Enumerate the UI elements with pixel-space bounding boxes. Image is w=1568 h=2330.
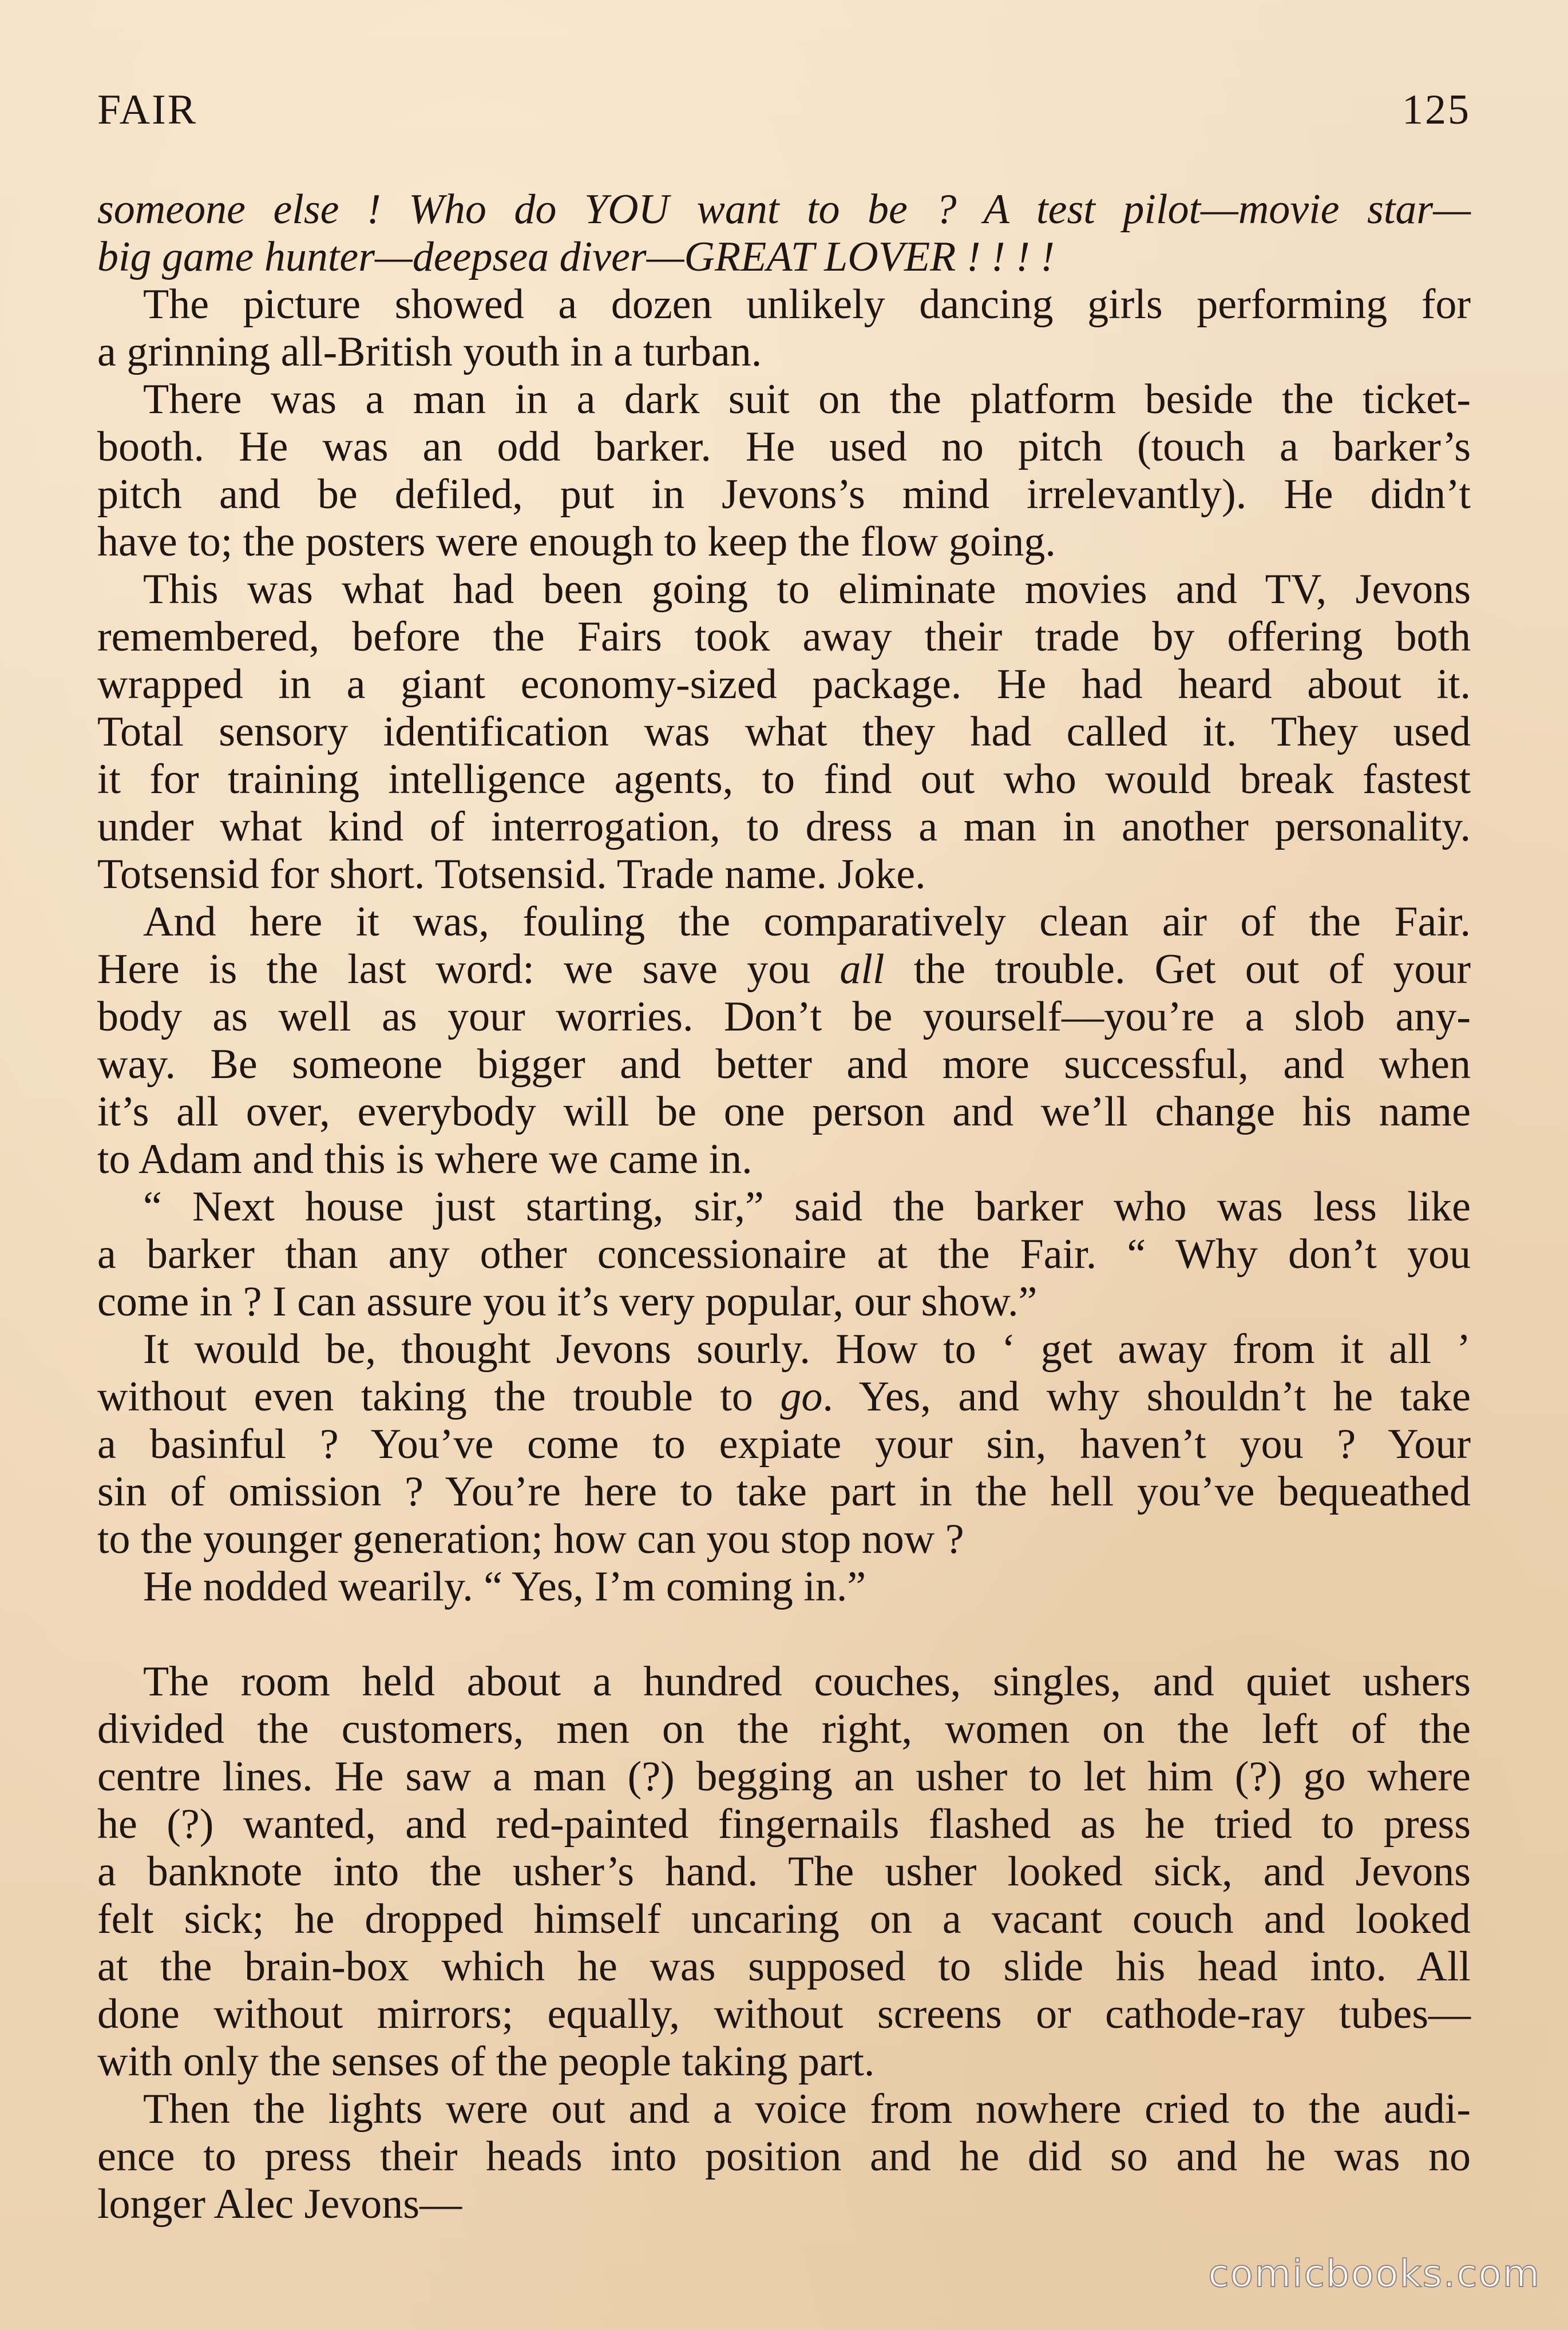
text-line: body as well as your worries. Don’t be yourself—you’re a slob any- (97, 993, 1471, 1040)
text-run-italic: go (780, 1373, 823, 1420)
text-line (97, 1373, 1471, 1421)
text-line: at the brain-box which he was supposed to slide his head into. All (97, 1943, 1471, 1990)
text-run: . Yes, and why shouldn’t he take (822, 1373, 1471, 1420)
text-line: a grinning all-British youth in a turban. (97, 328, 762, 375)
text-line: to Adam and this is where we came in. (97, 1136, 753, 1183)
text-line: ence to press their heads into position and he did so and he was no (97, 2133, 1471, 2180)
text-run: Here is the last word: we save you (97, 946, 840, 993)
text-run: the trouble. Get out of your (884, 946, 1471, 993)
text-line: done without mirrors; equally, without screens or cathode-ray tubes— (97, 1991, 1471, 2038)
text-line: The picture showed a dozen unlikely dancing girls performing for (143, 281, 1471, 328)
text-line: Total sensory identification was what they had called it. They used (97, 708, 1471, 755)
text-line: it’s all over, everybody will be one person and we’ll change his name (97, 1088, 1471, 1135)
running-head: FAIR (97, 86, 198, 133)
text-line: someone else ! Who do YOU want to be ? A test pilot—movie star— (97, 186, 1471, 233)
text-line: centre lines. He saw a man (?) begging an usher to let him (?) go where (97, 1753, 1471, 1800)
text-line: he (?) wanted, and red-painted fingernails flashed as he tried to press (97, 1801, 1471, 1848)
text-line: come in ? I can assure you it’s very popular, our show.” (97, 1278, 1038, 1325)
text-line: Then the lights were out and a voice from nowhere cried to the audi- (143, 2086, 1471, 2133)
text-line: It would be, thought Jevons sourly. How to ‘ get away from it all ’ (143, 1326, 1471, 1373)
text-line (97, 946, 1471, 993)
text-line: pitch and be defiled, put in Jevons’s mind irrelevantly). He didn’t (97, 471, 1471, 518)
text-line: booth. He was an odd barker. He used no pitch (touch a barker’s (97, 423, 1471, 470)
text-line: have to; the posters were enough to keep the flow going. (97, 518, 1056, 565)
text-line: a barker than any other concessionaire at the Fair. “ Why don’t you (97, 1231, 1471, 1278)
text-line: a banknote into the usher’s hand. The usher looked sick, and Jevons (97, 1848, 1471, 1895)
text-line: big game hunter—deepsea diver—GREAT LOVER ! ! ! ! (97, 233, 1055, 280)
text-line: way. Be someone bigger and better and more successful, and when (97, 1041, 1471, 1088)
text-line: sin of omission ? You’re here to take part in the hell you’ve bequeathed (97, 1468, 1471, 1515)
text-line: He nodded wearily. “ Yes, I’m coming in.” (143, 1563, 866, 1610)
page-header (97, 86, 1471, 149)
text-run: without even taking the trouble to (97, 1373, 781, 1420)
text-line: a basinful ? You’ve come to expiate your sin, haven’t you ? Your (97, 1421, 1471, 1468)
text-line: “ Next house just starting, sir,” said the barker who was less like (143, 1183, 1471, 1230)
watermark: comicbooks.com (1208, 2252, 1541, 2296)
text-line: remembered, before the Fairs took away their trade by offering both (97, 613, 1471, 660)
text-line: to the younger generation; how can you stop now ? (97, 1516, 964, 1563)
text-line: it for training intelligence agents, to find out who would break fastest (97, 756, 1471, 803)
text-run-italic: all (840, 946, 885, 993)
text-line: wrapped in a giant economy-sized package. He had heard about it. (97, 661, 1471, 708)
text-line: under what kind of interrogation, to dress a man in another personality. (97, 803, 1471, 850)
body-text (97, 186, 1471, 2228)
text-line: felt sick; he dropped himself uncaring on a vacant couch and looked (97, 1896, 1471, 1943)
text-line: longer Alec Jevons— (97, 2181, 462, 2228)
text-line: Totsensid for short. Totsensid. Trade name. Joke. (97, 851, 926, 898)
text-line: And here it was, fouling the comparatively clean air of the Fair. (143, 898, 1471, 945)
text-line: with only the senses of the people taking part. (97, 2038, 875, 2085)
page-number: 125 (1402, 86, 1471, 133)
text-line: The room held about a hundred couches, singles, and quiet ushers (143, 1658, 1471, 1705)
text-line: divided the customers, men on the right, women on the left of the (97, 1706, 1471, 1753)
text-line: This was what had been going to eliminate movies and TV, Jevons (143, 566, 1471, 613)
section-break (97, 1611, 1471, 1658)
text-line: There was a man in a dark suit on the platform beside the ticket- (143, 376, 1471, 423)
